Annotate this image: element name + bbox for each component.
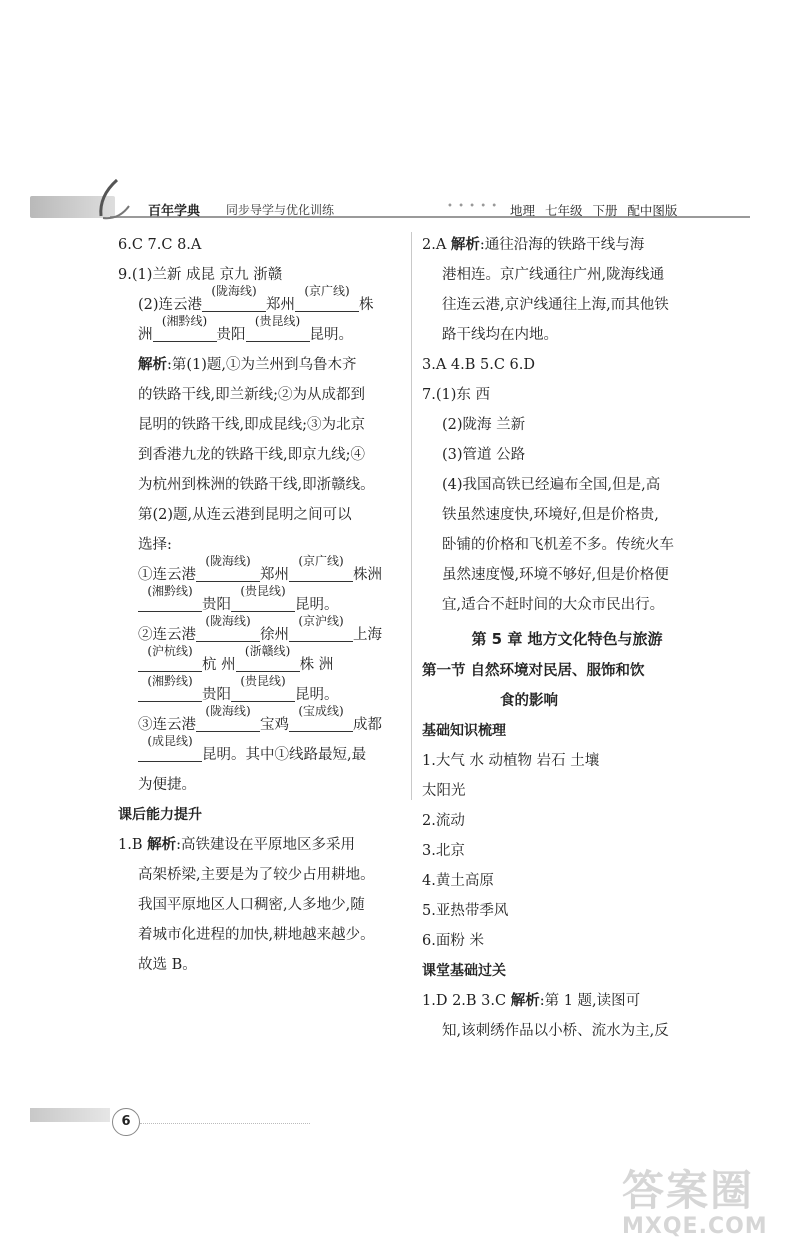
station: 昆明。其中①线路最短,最 [202, 747, 367, 763]
rail-line-label: (沪杭线) [147, 644, 193, 658]
explanation-line: 港相连。京广线通往广州,陇海线通 [442, 267, 665, 283]
explanation-line: 到香港九龙的铁路干线,即京九线;④ [138, 447, 365, 463]
explanation-text: :第(1)题,①为兰州到乌鲁木齐 [167, 357, 357, 373]
rail-line-label: (浙赣线) [244, 644, 291, 658]
footer-bar-accent [30, 1108, 110, 1122]
route-arrow [138, 584, 202, 620]
route-arrow [196, 704, 260, 740]
rail-line-label: (宝成线) [298, 704, 344, 718]
answer-line: 7.(1)东 西 [422, 387, 490, 403]
explanation-line: 故选 B。 [138, 957, 197, 973]
rail-line-label: (成昆线) [147, 734, 193, 748]
station: ③连云港 [138, 717, 196, 733]
explanation-line [118, 350, 408, 380]
explanation-line: 我国平原地区人口稠密,人多地少,随 [138, 897, 365, 913]
explanation-label: 解析 [147, 837, 177, 853]
explanation-line: 为杭州到株洲的铁路干线,即浙赣线。 [138, 477, 375, 493]
rail-line-label: (京广线) [304, 284, 350, 298]
rail-line-label: (贵昆线) [240, 674, 286, 688]
right-column [422, 230, 712, 1046]
answer-line: 6.面粉 米 [422, 933, 484, 949]
station: 株洲 [353, 567, 382, 583]
explanation-line: 高架桥梁,主要是为了较少占用耕地。 [138, 867, 375, 883]
watermark-text: 答案圈 [622, 1166, 755, 1215]
station: 昆明。 [295, 687, 339, 703]
route-arrow [289, 554, 353, 590]
section-heading: 基础知识梳理 [422, 723, 506, 739]
section-title: 第一节 自然环境对民居、服饰和饮 [422, 663, 645, 679]
chapter-title: 第 5 章 地方文化特色与旅游 [471, 630, 663, 648]
station: 贵阳 [216, 327, 246, 343]
section-heading: 课堂基础过关 [422, 963, 506, 979]
rail-line-label: (陇海线) [211, 284, 257, 298]
watermark-domain: MXQE.COM [622, 1214, 768, 1239]
explanation-line: 第(2)题,从连云港到昆明之间可以 [138, 507, 352, 523]
answer-line: (4)我国高铁已经遍布全国,但是,高 [442, 477, 661, 493]
explanation-label: 解析 [450, 237, 480, 253]
rail-line-label: (贵昆线) [254, 314, 301, 328]
explanation-label: 解析 [510, 993, 540, 1009]
explanation-line: 的铁路干线,即兰新线;②为从成都到 [138, 387, 365, 403]
station: 株 [359, 297, 374, 313]
station: 郑州 [260, 567, 289, 583]
route-line [118, 734, 408, 770]
answer-line: 3.A 4.B 5.C 6.D [422, 357, 536, 373]
station: 成都 [353, 717, 382, 733]
explanation-label: 解析 [138, 357, 167, 373]
station: 洲 [138, 327, 153, 343]
station: 宝鸡 [260, 717, 289, 733]
route-arrow [138, 734, 202, 770]
station: 上海 [353, 627, 382, 643]
answer-line: 宜,适合不赶时间的大众市民出行。 [442, 597, 665, 613]
answer-line: 铁虽然速度快,环境好,但是价格贵, [442, 507, 659, 523]
explanation-line: 昆明的铁路干线,即成昆线;③为北京 [138, 417, 365, 433]
rail-line-label: (陇海线) [205, 704, 251, 718]
explanation-line: 知,该刺绣作品以小桥、流水为主,反 [442, 1023, 669, 1039]
station: 昆明。 [309, 327, 353, 343]
footer-rule [140, 1123, 310, 1124]
answer-line: 6.C 7.C 8.A [118, 237, 202, 253]
route-arrow [153, 314, 217, 350]
answer-text: 1.B [118, 837, 148, 853]
rail-line-label: (湘黔线) [147, 584, 193, 598]
route-arrow [289, 704, 353, 740]
station: 徐州 [260, 627, 289, 643]
swoosh-logo-icon [95, 176, 141, 222]
answer-line [422, 230, 712, 260]
station: ①连云港 [138, 567, 196, 583]
station: ②连云港 [138, 627, 196, 643]
answer-line: 9.(1)兰新 成昆 京九 浙赣 [118, 267, 283, 283]
watermark-logo [622, 1158, 782, 1248]
left-column [118, 230, 408, 980]
explanation-text: :通往沿海的铁路干线与海 [479, 237, 645, 253]
rail-line-label: (湘黔线) [161, 314, 208, 328]
answer-line: 太阳光 [422, 783, 466, 799]
explanation-line: 选择: [138, 537, 172, 553]
section-title-cont: 食的影响 [500, 693, 558, 709]
station: (2)连云港 [138, 297, 203, 313]
explanation-line: 往连云港,京沪线通往上海,而其他铁 [442, 297, 669, 313]
answer-line: 4.黄土高原 [422, 873, 494, 889]
header-dots: • • • • • [447, 201, 499, 212]
rail-line-label: (京沪线) [298, 614, 344, 628]
station: 贵阳 [202, 687, 231, 703]
rail-line-label: (陇海线) [205, 554, 251, 568]
answer-line: 1.大气 水 动植物 岩石 土壤 [422, 753, 600, 769]
rail-line-label: (京广线) [298, 554, 344, 568]
answer-line: 5.亚热带季风 [422, 903, 509, 919]
route-line [118, 314, 408, 350]
column-divider [411, 232, 412, 800]
answer-line: 虽然速度慢,环境不够好,但是价格便 [442, 567, 669, 583]
page-number: 6 [112, 1108, 140, 1136]
explanation-text: :高铁建设在平原地区多采用 [176, 837, 355, 853]
route-line [118, 674, 408, 710]
explanation-line: 为便捷。 [138, 777, 196, 793]
route-arrow [138, 674, 202, 710]
answer-line: (3)管道 公路 [442, 447, 526, 463]
explanation-line: 着城市化进程的加快,耕地越来越少。 [138, 927, 375, 943]
answer-line: 2.流动 [422, 813, 465, 829]
answer-line [118, 830, 408, 860]
route-line [118, 584, 408, 620]
header-subtitle: 同步导学与优化训练 [226, 203, 335, 217]
answer-line: (2)陇海 兰新 [442, 417, 526, 433]
header-edition: 地理 七年级 下册 配中图版 [510, 203, 678, 218]
rail-line-label: (湘黔线) [147, 674, 193, 688]
answer-line: 3.北京 [422, 843, 465, 859]
rail-line-label: (贵昆线) [240, 584, 286, 598]
rail-line-label: (陇海线) [205, 614, 251, 628]
section-heading: 课后能力提升 [118, 807, 202, 823]
station: 株 洲 [299, 657, 334, 673]
station: 郑州 [266, 297, 296, 313]
station: 杭 州 [202, 657, 236, 673]
station: 昆明。 [295, 597, 339, 613]
answer-text: 2.A [422, 237, 451, 253]
station: 贵阳 [202, 597, 231, 613]
answer-line: 卧铺的价格和飞机差不多。传统火车 [442, 537, 674, 553]
header-book-title: 百年学典 [148, 204, 201, 219]
answer-text: 1.D 2.B 3.C [422, 993, 511, 1009]
explanation-line: 路干线均在内地。 [442, 327, 558, 343]
explanation-text: :第 1 题,读图可 [539, 993, 641, 1009]
answer-line [422, 986, 712, 1016]
route-arrow [246, 314, 310, 350]
